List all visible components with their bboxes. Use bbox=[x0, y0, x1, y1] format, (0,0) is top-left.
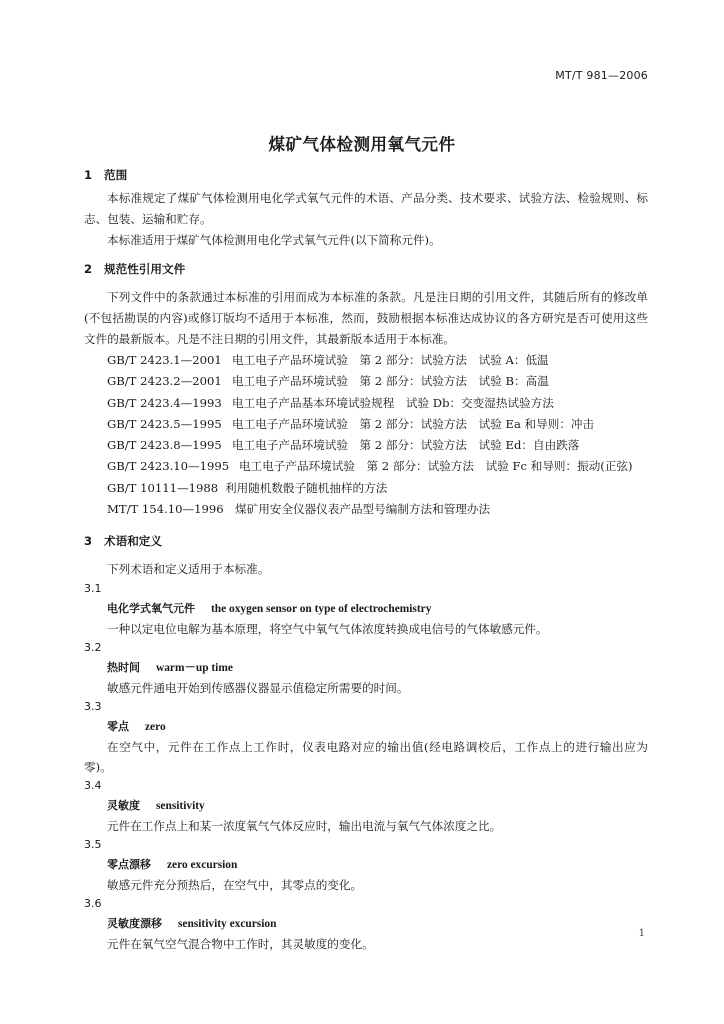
reference-code: GB/T 2423.10—1995 bbox=[107, 459, 230, 474]
paragraph: 本标准规定了煤矿气体检测用电化学式氧气元件的术语、产品分类、技术要求、试验方法、检验规则、标志、包装、运输和贮存。 bbox=[84, 191, 648, 226]
page-number: 1 bbox=[638, 928, 645, 939]
document-title: 煤矿气体检测用氧气元件 bbox=[268, 135, 456, 154]
term-english: warm－up time bbox=[156, 662, 233, 675]
term-title bbox=[84, 598, 648, 619]
term-english: zero bbox=[145, 721, 166, 734]
reference-title: 电工电子产品环境试验 第 2 部分：试验方法 试验 Ed：自由跌落 bbox=[232, 438, 580, 453]
reference-item bbox=[84, 371, 648, 392]
reference-code: GB/T 10111—1988 bbox=[107, 480, 219, 495]
term-definition: 元件在氧气空气混合物中工作时，其灵敏度的变化。 bbox=[107, 937, 374, 952]
section-number: 3 bbox=[84, 534, 93, 549]
term-chinese: 零点 bbox=[107, 720, 129, 734]
section-title: 规范性引用文件 bbox=[104, 262, 186, 276]
reference-item bbox=[84, 393, 648, 414]
section-title: 范围 bbox=[104, 168, 128, 182]
reference-item bbox=[84, 456, 648, 477]
term-chinese: 电化学式氧气元件 bbox=[107, 602, 195, 616]
reference-list bbox=[84, 350, 648, 520]
term-title bbox=[84, 716, 648, 737]
reference-title: 电工电子产品环境试验 第 2 部分：试验方法 试验 B：高温 bbox=[232, 374, 549, 389]
term-number: 3.6 bbox=[84, 897, 102, 911]
term-title bbox=[84, 913, 648, 934]
term-english: the oxygen sensor on type of electrochemistry bbox=[211, 603, 432, 616]
paragraph: 下列文件中的条款通过本标准的引用而成为本标准的条款。凡是注日期的引用文件，其随后所有的修改单(不包括勘误的内容)或修订版均不适用于本标准，然而，鼓励根据本标准达成协议的各方研究是否可使用这些文件的最新版本。凡是不注日期的引用文件，其最新版本适用于本标准。 bbox=[84, 290, 648, 346]
term-definition: 敏感元件通电开始到传感器仪器显示值稳定所需要的时间。 bbox=[107, 681, 409, 696]
term-english: zero excursion bbox=[167, 859, 238, 872]
term-title bbox=[84, 854, 648, 875]
term-definition: 元件在工作点上和某一浓度氧气气体反应时，输出电流与氧气气体浓度之比。 bbox=[107, 819, 502, 834]
section-title: 术语和定义 bbox=[104, 534, 162, 549]
reference-title: 电工电子产品环境试验 第 2 部分：试验方法 试验 Fc 和导则：振动(正弦) bbox=[239, 459, 633, 474]
reference-code: GB/T 2423.5—1995 bbox=[107, 416, 222, 431]
section-number: 2 bbox=[84, 262, 93, 276]
term-number: 3.4 bbox=[84, 779, 102, 793]
term-number: 3.5 bbox=[84, 838, 102, 852]
reference-code: GB/T 2423.4—1993 bbox=[107, 395, 222, 410]
term-number: 3.2 bbox=[84, 641, 102, 655]
paragraph: 本标准适用于煤矿气体检测用电化学式氧气元件(以下简称元件)。 bbox=[107, 233, 441, 247]
reference-code: GB/T 2423.8—1995 bbox=[107, 438, 222, 453]
standard-code: MT/T 981—2006 bbox=[555, 69, 648, 82]
term-number: 3.1 bbox=[84, 582, 102, 596]
reference-title: 煤矿用安全仪器仪表产品型号编制方法和管理办法 bbox=[235, 502, 491, 517]
reference-item bbox=[84, 414, 648, 435]
reference-title: 利用随机数骰子随机抽样的方法 bbox=[225, 480, 388, 495]
term-title bbox=[84, 657, 648, 678]
section-number: 1 bbox=[84, 168, 93, 182]
term-english: sensitivity bbox=[156, 800, 205, 813]
section-heading-scope bbox=[84, 166, 648, 184]
reference-code: MT/T 154.10—1996 bbox=[107, 502, 224, 517]
term-chinese: 零点漂移 bbox=[107, 858, 151, 872]
reference-title: 电工电子产品环境试验 第 2 部分：试验方法 试验 Ea 和导则：冲击 bbox=[232, 416, 595, 431]
reference-title: 电工电子产品环境试验 第 2 部分：试验方法 试验 A：低温 bbox=[232, 353, 549, 367]
term-chinese: 灵敏度 bbox=[107, 799, 140, 813]
reference-code: GB/T 2423.2—2001 bbox=[107, 374, 222, 389]
term-definition: 在空气中，元件在工作点上工作时，仪表电路对应的输出值(经电路调校后，工作点上的进行输出应为零)。 bbox=[84, 740, 648, 775]
reference-item bbox=[84, 478, 648, 499]
term-definition: 一种以定电位电解为基本原理，将空气中氧气气体浓度转换成电信号的气体敏感元件。 bbox=[107, 622, 548, 637]
section-heading-terms bbox=[84, 532, 648, 550]
reference-item bbox=[84, 435, 648, 456]
section-heading-normative bbox=[84, 260, 648, 278]
reference-code: GB/T 2423.1—2001 bbox=[107, 353, 222, 367]
reference-item bbox=[84, 499, 648, 520]
term-definition: 敏感元件充分预热后，在空气中，其零点的变化。 bbox=[107, 878, 363, 893]
term-number: 3.3 bbox=[84, 700, 102, 714]
reference-item bbox=[84, 350, 648, 371]
term-title bbox=[84, 795, 648, 816]
term-english: sensitivity excursion bbox=[178, 918, 277, 931]
document-body bbox=[84, 166, 648, 954]
reference-title: 电工电子产品基本环境试验规程 试验 Db：交变湿热试验方法 bbox=[232, 395, 554, 410]
term-chinese: 灵敏度漂移 bbox=[107, 917, 162, 931]
paragraph: 下列术语和定义适用于本标准。 bbox=[107, 562, 270, 577]
term-chinese: 热时间 bbox=[107, 661, 140, 675]
